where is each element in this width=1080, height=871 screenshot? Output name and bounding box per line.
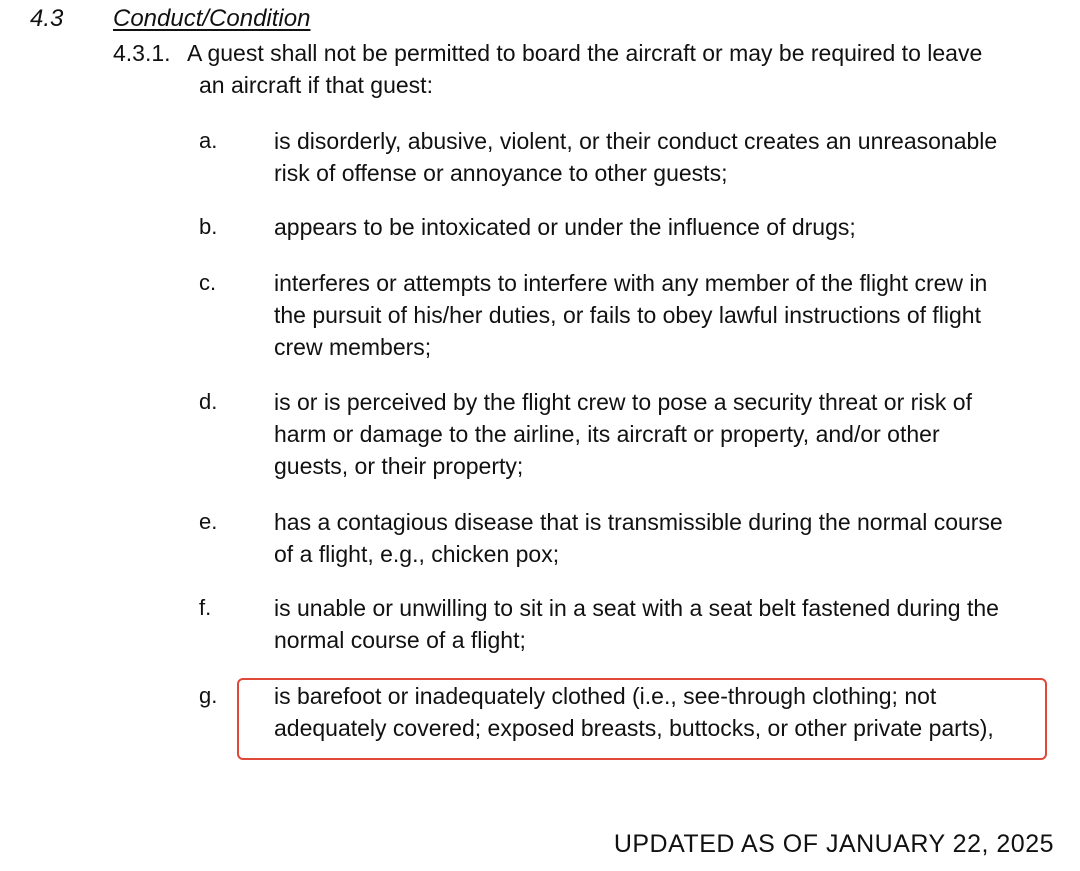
- item-letter-f: f.: [199, 595, 212, 620]
- item-line: guests, or their property;: [274, 453, 524, 479]
- item-letter-g: g.: [199, 683, 218, 708]
- updated-date: UPDATED AS OF JANUARY 22, 2025: [613, 830, 1054, 858]
- item-letter-a: a.: [199, 128, 218, 153]
- item-letter-c: c.: [199, 270, 217, 295]
- item-line: normal course of a flight;: [274, 627, 526, 653]
- item-line: is disorderly, abusive, violent, or their conduct creates an unreasonable: [274, 128, 998, 154]
- item-letter-e: e.: [199, 509, 218, 534]
- item-line: has a contagious disease that is transmissible during the normal course: [274, 509, 1003, 535]
- subsection-intro-line1: A guest shall not be permitted to board the aircraft or may be required to leave: [187, 40, 983, 66]
- subsection-number: 4.3.1.: [113, 40, 171, 66]
- item-text-b: [274, 211, 1049, 243]
- highlight-box: [237, 678, 1047, 760]
- item-line: is unable or unwilling to sit in a seat with a seat belt fastened during the: [274, 595, 999, 621]
- item-line: the pursuit of his/her duties, or fails to obey lawful instructions of flight: [274, 302, 981, 328]
- item-text-d: [274, 386, 1049, 482]
- item-text-f: [274, 592, 1049, 656]
- item-line: harm or damage to the airline, its aircraft or property, and/or other: [274, 421, 940, 447]
- item-text-c: [274, 267, 1049, 363]
- subsection-intro-line2: an aircraft if that guest:: [199, 72, 433, 98]
- item-line: interferes or attempts to interfere with any member of the flight crew in: [274, 270, 988, 296]
- item-text-e: [274, 506, 1049, 570]
- item-text-a: [274, 125, 1049, 189]
- item-line: crew members;: [274, 334, 432, 360]
- section-number: 4.3: [30, 5, 64, 32]
- section-title: Conduct/Condition: [113, 5, 311, 32]
- item-letter-d: d.: [199, 389, 218, 414]
- item-line: of a flight, e.g., chicken pox;: [274, 541, 560, 567]
- item-line: appears to be intoxicated or under the influence of drugs;: [274, 214, 856, 240]
- item-letter-b: b.: [199, 214, 218, 239]
- subsection-intro: [113, 37, 1053, 101]
- item-line: risk of offense or annoyance to other guests;: [274, 160, 728, 186]
- item-line: is or is perceived by the flight crew to pose a security threat or risk of: [274, 389, 972, 415]
- item-line: is barefoot or inadequately clothed (i.e., see-through clothing; not: [274, 683, 937, 709]
- item-line: adequately covered; exposed breasts, buttocks, or other private parts),: [274, 715, 994, 741]
